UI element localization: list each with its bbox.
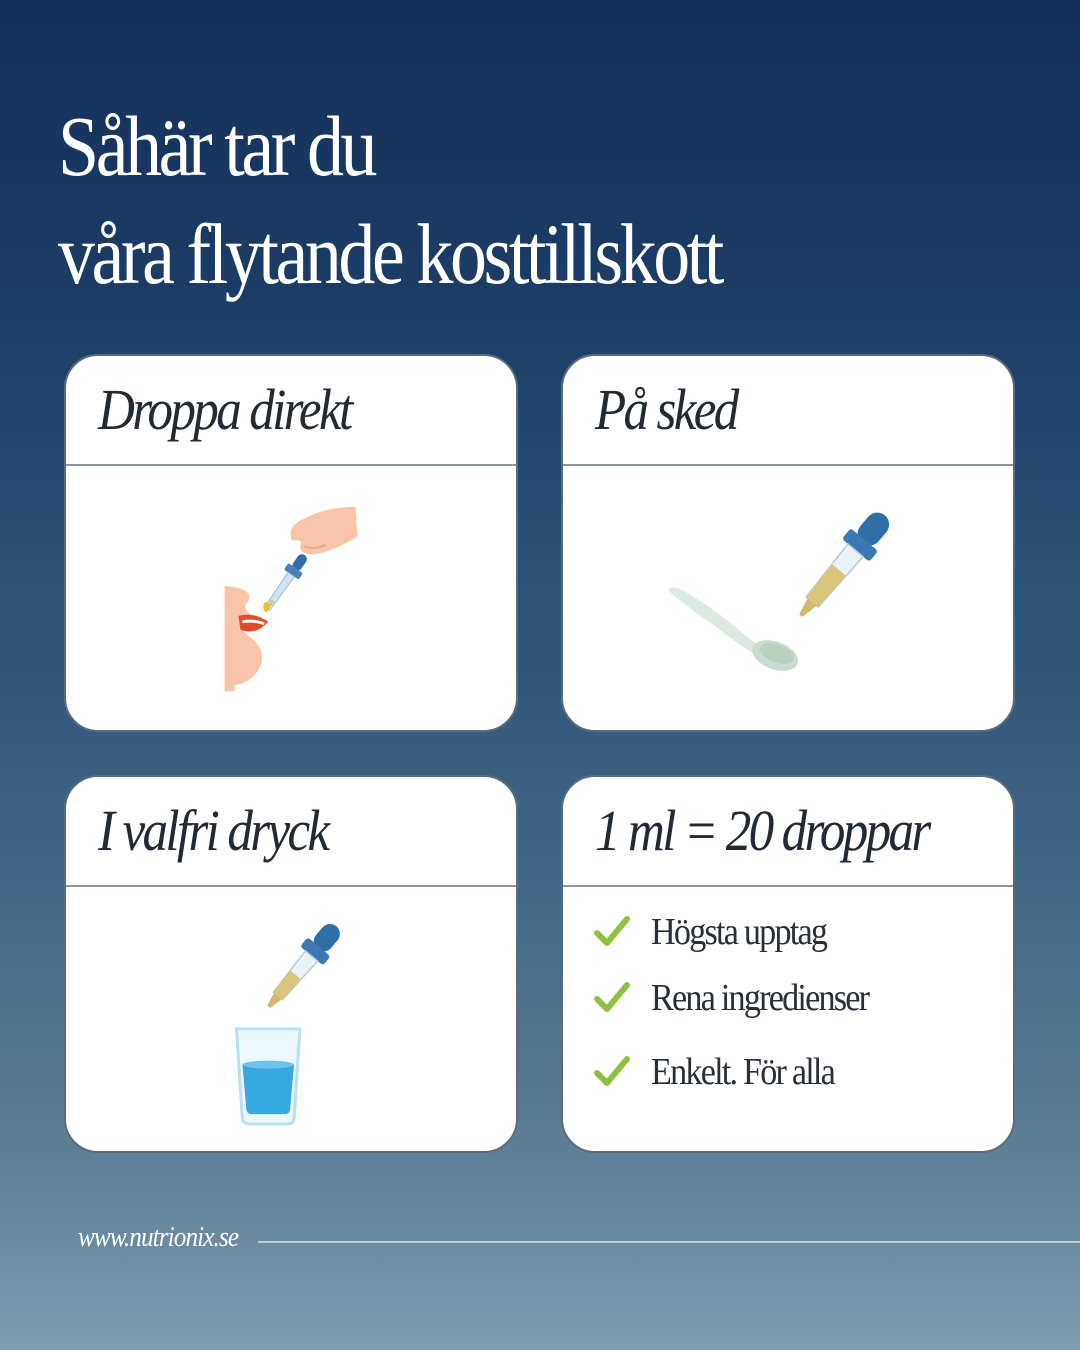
website-link[interactable]: www.nutrionix.se <box>78 1222 239 1253</box>
card-header <box>66 356 516 466</box>
card-title: I valfri dryck <box>98 798 328 863</box>
card-on-spoon <box>561 354 1015 732</box>
card-title: På sked <box>595 377 737 442</box>
page-title-line-1: Såhär tar du <box>58 98 375 194</box>
page-title <box>58 92 721 308</box>
dropper-over-spoon-illustration <box>563 466 1013 732</box>
card-title: 1 ml = 20 droppar <box>595 798 929 863</box>
benefit-text: Högsta upptag <box>651 911 827 953</box>
check-icon <box>593 1053 631 1091</box>
card-header <box>66 777 516 887</box>
dropper-in-mouth-illustration <box>66 466 516 732</box>
card-drop-direct <box>64 354 518 732</box>
benefit-text: Enkelt. För alla <box>651 1051 835 1093</box>
page-title-line-2: våra flytande kosttillskott <box>58 206 722 302</box>
check-icon <box>593 913 631 951</box>
card-header <box>563 356 1013 466</box>
card-in-any-drink <box>64 775 518 1153</box>
card-title: Droppa direkt <box>98 377 351 442</box>
benefit-item <box>593 973 892 1023</box>
benefit-text: Rena ingredienser <box>651 977 869 1019</box>
dropper-over-glass-illustration <box>66 887 516 1153</box>
check-icon <box>593 979 631 1017</box>
card-header <box>563 777 1013 887</box>
benefit-item <box>593 1047 854 1097</box>
benefit-list <box>563 887 1013 1153</box>
benefit-item <box>593 907 846 957</box>
card-dosage <box>561 775 1015 1153</box>
footer-divider <box>258 1241 1080 1243</box>
